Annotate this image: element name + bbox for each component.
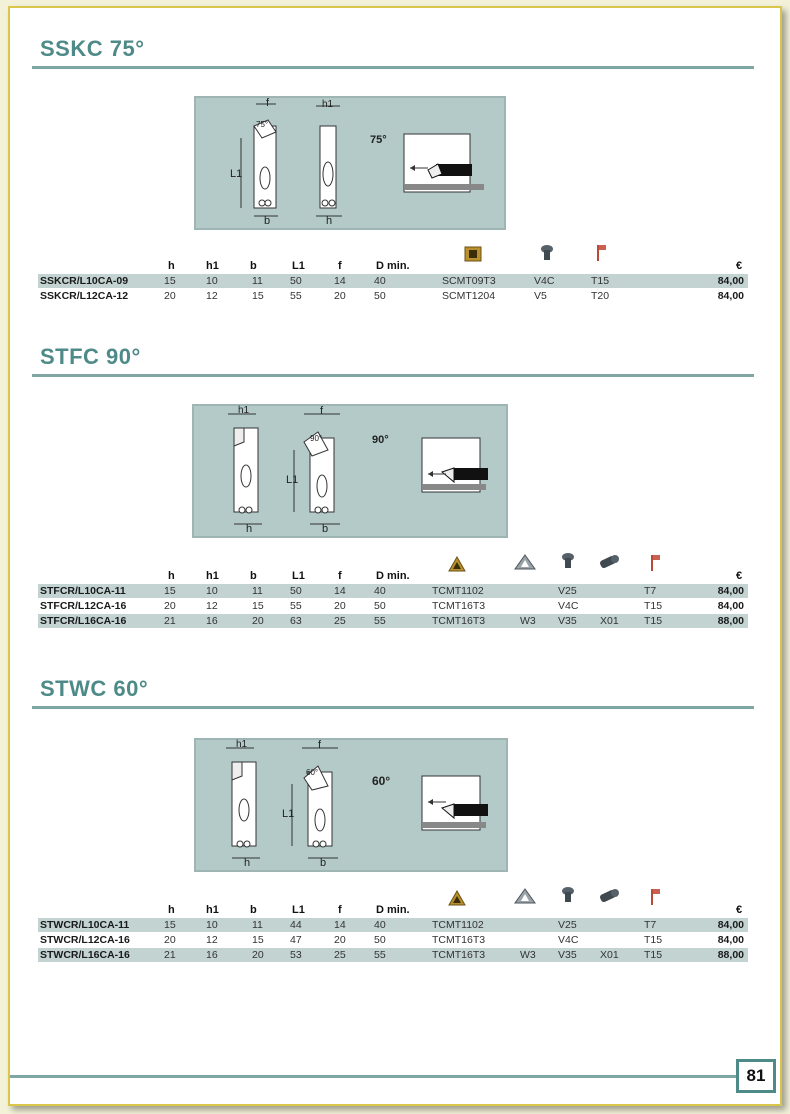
cell-l1: 50 <box>290 585 302 597</box>
col-h: h <box>168 904 175 916</box>
shim-icon <box>514 554 536 570</box>
cell-h1: 12 <box>206 934 218 946</box>
dim-h1-label: h1 <box>322 99 334 110</box>
col-dmin: D min. <box>376 260 410 272</box>
col-b: b <box>250 904 257 916</box>
cell-screw: V5 <box>534 290 547 302</box>
product-code: STWCR/L16CA-16 <box>40 949 130 961</box>
col-h: h <box>168 260 175 272</box>
dim-f-label: f <box>320 405 324 417</box>
table-row <box>38 614 748 628</box>
currency-header: € <box>736 260 743 272</box>
cell-insert: TCMT16T3 <box>432 600 486 612</box>
cell-price: 88,00 <box>717 615 744 627</box>
col-h1: h1 <box>206 904 219 916</box>
cell-key: T7 <box>644 585 657 597</box>
tool-diagram <box>194 738 508 872</box>
currency-header: € <box>736 904 743 916</box>
col-h: h <box>168 570 175 582</box>
currency-header: € <box>736 570 743 582</box>
shim-icon <box>514 888 536 904</box>
dim-l1-label: L1 <box>230 168 243 180</box>
inner-angle-label: 75° <box>256 120 269 129</box>
section-title: STFC 90° <box>40 344 141 369</box>
section-title: SSKC 75° <box>40 36 145 61</box>
holder-drawing <box>194 406 506 536</box>
catalog-page <box>8 6 782 1106</box>
cell-l1: 47 <box>290 934 302 946</box>
cell-dmin: 40 <box>374 919 386 931</box>
cell-l1: 63 <box>290 615 302 627</box>
cell-b: 20 <box>252 949 264 961</box>
dim-b-label: b <box>264 215 271 227</box>
cell-insert: SCMT1204 <box>442 290 496 302</box>
cell-l1: 53 <box>290 949 302 961</box>
table-row <box>38 933 748 947</box>
inner-angle-label: 90° <box>310 434 323 443</box>
col-dmin: D min. <box>376 570 410 582</box>
screw-icon <box>540 244 554 262</box>
cell-dmin: 55 <box>374 615 386 627</box>
key-icon <box>650 888 662 906</box>
cell-insert: TCMT1102 <box>432 585 484 597</box>
cell-f: 25 <box>334 949 346 961</box>
cell-insert: TCMT16T3 <box>432 949 486 961</box>
dim-b-label: b <box>322 523 329 535</box>
angle-label: 75° <box>370 134 387 146</box>
col-l1: L1 <box>292 570 305 582</box>
table-row <box>38 599 748 613</box>
cell-h: 15 <box>164 585 176 597</box>
inner-angle-label: 60° <box>306 768 319 777</box>
cell-price: 84,00 <box>717 919 744 931</box>
cell-h1: 10 <box>206 585 218 597</box>
cell-l1: 44 <box>290 919 302 931</box>
table-row <box>38 274 748 288</box>
cell-key: T15 <box>644 600 663 612</box>
dim-h-label: h <box>326 215 333 227</box>
tool-diagram <box>194 96 506 230</box>
cell-f: 25 <box>334 615 346 627</box>
dim-h-label: h <box>246 523 253 535</box>
cell-insert: TCMT16T3 <box>432 934 486 946</box>
cell-screw: V4C <box>558 934 579 946</box>
cell-h1: 10 <box>206 275 218 287</box>
holder-drawing <box>196 740 506 870</box>
col-f: f <box>338 570 342 582</box>
cell-h1: 16 <box>206 615 218 627</box>
angle-label: 60° <box>372 774 391 788</box>
cell-b: 11 <box>252 585 263 597</box>
cell-dmin: 40 <box>374 275 386 287</box>
cell-f: 14 <box>334 585 346 597</box>
cell-price: 84,00 <box>717 275 744 287</box>
cell-shim: W3 <box>520 949 536 961</box>
cell-key: T15 <box>644 615 663 627</box>
shim-screw-icon <box>598 554 620 570</box>
table-row <box>38 289 748 303</box>
dim-h-label: h <box>244 857 251 869</box>
table-row <box>38 918 748 932</box>
cell-dmin: 50 <box>374 290 386 302</box>
cell-h: 20 <box>164 934 176 946</box>
cell-f: 20 <box>334 290 346 302</box>
cell-f: 20 <box>334 600 346 612</box>
cell-shim: W3 <box>520 615 536 627</box>
cell-screw: V4C <box>558 600 579 612</box>
cell-h: 20 <box>164 600 176 612</box>
cell-screw: V25 <box>558 919 577 931</box>
dim-h1-label: h1 <box>238 405 250 416</box>
key-icon <box>650 554 662 572</box>
product-code: SSKCR/L10CA-09 <box>40 275 129 287</box>
dim-f-label: f <box>318 739 322 751</box>
cell-insert: TCMT1102 <box>432 919 484 931</box>
cell-b: 20 <box>252 615 264 627</box>
section-stfc <box>10 344 780 634</box>
col-f: f <box>338 260 342 272</box>
col-h1: h1 <box>206 570 219 582</box>
col-dmin: D min. <box>376 904 410 916</box>
col-b: b <box>250 570 257 582</box>
page-number: 81 <box>736 1059 776 1093</box>
cell-f: 14 <box>334 275 346 287</box>
section-title: STWC 60° <box>40 676 149 701</box>
cell-f: 20 <box>334 934 346 946</box>
cell-h: 15 <box>164 919 176 931</box>
cell-price: 84,00 <box>717 934 744 946</box>
cell-screw: V35 <box>558 615 577 627</box>
col-h1: h1 <box>206 260 219 272</box>
cell-h: 15 <box>164 275 176 287</box>
product-code: STFCR/L12CA-16 <box>40 600 127 612</box>
cell-screw: V35 <box>558 949 577 961</box>
product-code: STWCR/L10CA-11 <box>40 919 130 931</box>
product-code: STFCR/L16CA-16 <box>40 615 127 627</box>
cell-l1: 50 <box>290 275 302 287</box>
cell-h: 21 <box>164 615 176 627</box>
cell-b: 15 <box>252 290 264 302</box>
dim-h1-label: h1 <box>236 739 248 750</box>
key-icon <box>596 244 608 262</box>
section-sskc <box>10 36 780 306</box>
table-row <box>38 948 748 962</box>
product-code: STWCR/L12CA-16 <box>40 934 130 946</box>
cell-screw: V25 <box>558 585 577 597</box>
cell-price: 84,00 <box>717 600 744 612</box>
section-divider <box>32 706 754 709</box>
cell-key: T15 <box>591 275 610 287</box>
cell-h: 21 <box>164 949 176 961</box>
cell-price: 88,00 <box>717 949 744 961</box>
section-stwc <box>10 676 780 976</box>
col-l1: L1 <box>292 260 305 272</box>
cell-h1: 12 <box>206 600 218 612</box>
cell-insert: TCMT16T3 <box>432 615 486 627</box>
screw-icon <box>561 552 575 570</box>
cell-h: 20 <box>164 290 176 302</box>
footer-divider <box>10 1075 736 1078</box>
cell-dmin: 40 <box>374 585 386 597</box>
cell-dmin: 55 <box>374 949 386 961</box>
table-row <box>38 584 748 598</box>
cell-l1: 55 <box>290 600 302 612</box>
triangle-insert-icon <box>448 556 466 572</box>
dim-l1-label: L1 <box>286 474 299 486</box>
cell-dmin: 50 <box>374 600 386 612</box>
section-divider <box>32 374 754 377</box>
cell-price: 84,00 <box>717 290 744 302</box>
cell-key: T15 <box>644 949 663 961</box>
holder-drawing <box>196 98 504 228</box>
screw-icon <box>561 886 575 904</box>
cell-b: 15 <box>252 600 264 612</box>
cell-insert: SCMT09T3 <box>442 275 496 287</box>
cell-h1: 12 <box>206 290 218 302</box>
cell-b: 15 <box>252 934 264 946</box>
col-l1: L1 <box>292 904 305 916</box>
cell-f: 14 <box>334 919 346 931</box>
cell-screw: V4C <box>534 275 555 287</box>
shim-screw-icon <box>598 888 620 904</box>
product-code: STFCR/L10CA-11 <box>40 585 126 597</box>
product-code: SSKCR/L12CA-12 <box>40 290 129 302</box>
cell-b: 11 <box>252 275 263 287</box>
cell-shim-screw: X01 <box>600 615 619 627</box>
triangle-insert-icon <box>448 890 466 906</box>
col-f: f <box>338 904 342 916</box>
cell-dmin: 50 <box>374 934 386 946</box>
cell-price: 84,00 <box>717 585 744 597</box>
dim-b-label: b <box>320 857 327 869</box>
dim-f-label: f <box>266 97 270 109</box>
col-b: b <box>250 260 257 272</box>
cell-h1: 10 <box>206 919 218 931</box>
cell-shim-screw: X01 <box>600 949 619 961</box>
angle-label: 90° <box>372 434 389 446</box>
cell-key: T20 <box>591 290 610 302</box>
section-divider <box>32 66 754 69</box>
tool-diagram <box>192 404 508 538</box>
cell-key: T7 <box>644 919 657 931</box>
dim-l1-label: L1 <box>282 808 295 820</box>
cell-b: 11 <box>252 919 263 931</box>
cell-h1: 16 <box>206 949 218 961</box>
square-insert-icon <box>464 246 482 262</box>
cell-key: T15 <box>644 934 663 946</box>
cell-l1: 55 <box>290 290 302 302</box>
